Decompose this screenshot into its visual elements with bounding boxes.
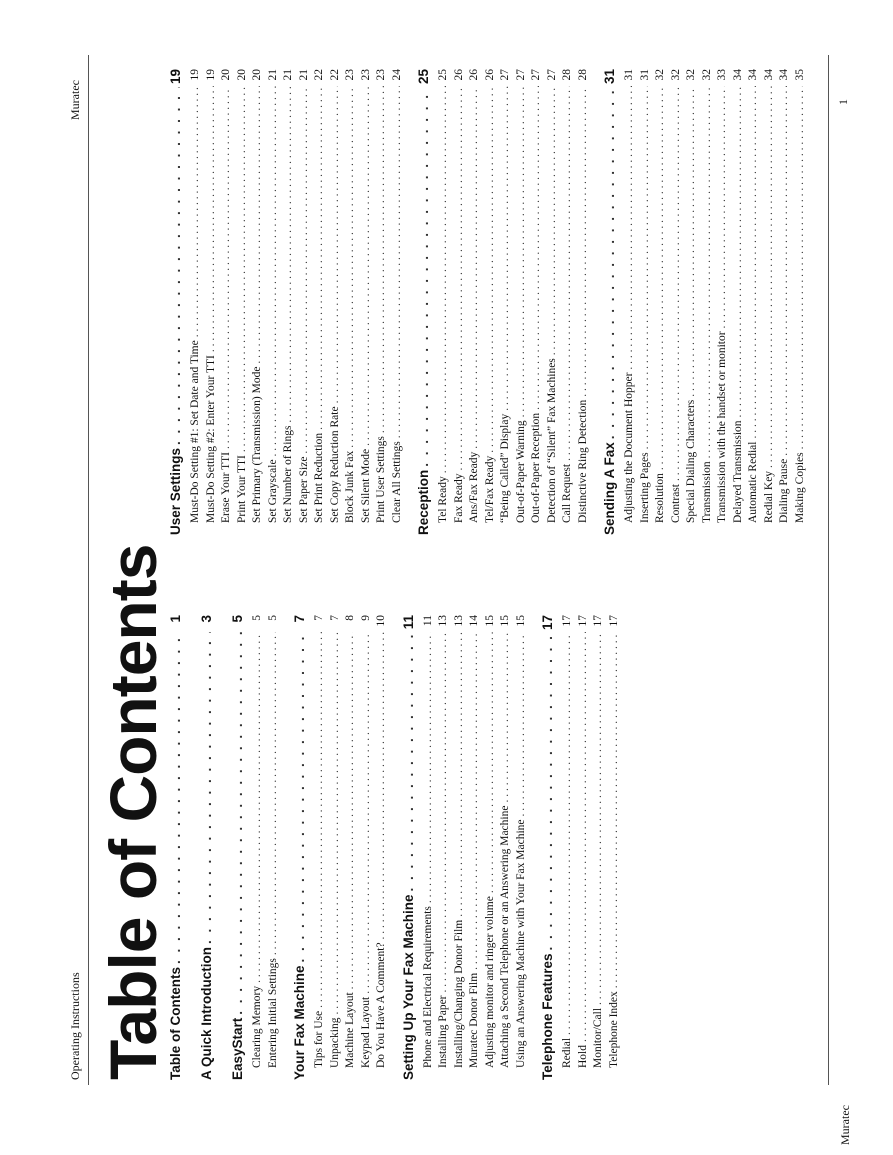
toc-item-title: Delayed Transmission	[731, 420, 744, 523]
running-header-right: Muratec	[68, 80, 82, 120]
toc-item-page: 27	[530, 69, 542, 81]
dot-leader	[499, 86, 511, 411]
dot-leader	[416, 87, 431, 467]
dot-leader	[468, 86, 480, 449]
dot-leader	[732, 86, 744, 417]
toc-item-title: Out-of-Paper Reception	[530, 412, 542, 523]
toc-section-entry[interactable]	[199, 615, 220, 1080]
toc-section-title: Telephone Features	[540, 953, 555, 1080]
toc-item-page: 34	[731, 69, 744, 81]
dot-leader	[701, 86, 713, 458]
toc-section	[416, 69, 592, 535]
toc-item-page: 35	[793, 69, 806, 81]
toc-item[interactable]	[701, 69, 717, 535]
toc-item-title: Clear All Settings	[390, 441, 403, 523]
toc-item-title: Must-Do Setting #1: Set Date and Time	[189, 340, 201, 523]
toc-item[interactable]	[484, 69, 500, 535]
toc-item-title: Attaching a Second Telephone or an Answering Machine	[499, 805, 511, 1068]
dot-leader	[592, 632, 604, 1005]
toc-item-page: 26	[452, 69, 465, 81]
toc-item[interactable]	[251, 615, 267, 1080]
toc-section-title: EasyStart	[230, 1017, 245, 1080]
dot-leader	[360, 86, 372, 446]
toc-item-page: 34	[747, 69, 759, 81]
toc-item-page: 11	[421, 615, 434, 627]
toc-section	[401, 615, 531, 1080]
toc-section-page: 1	[168, 615, 183, 623]
toc-section-title: A Quick Introduction	[199, 947, 214, 1080]
toc-section-title: Sending A Fax	[602, 442, 617, 535]
toc-item[interactable]	[313, 615, 329, 1080]
dot-leader	[577, 632, 589, 1042]
dot-leader	[437, 632, 449, 993]
toc-item-title: Detection of “Silent” Fax Machines	[545, 358, 558, 523]
toc-item-page: 28	[576, 69, 589, 81]
dot-leader	[530, 86, 542, 410]
toc-section	[168, 615, 189, 1080]
dot-leader	[639, 86, 651, 449]
toc-item-title: Installing Paper	[437, 995, 449, 1068]
toc-item-title: Set Paper Size	[297, 456, 310, 523]
toc-item-title: Inserting Pages	[638, 452, 651, 523]
toc-section	[292, 615, 391, 1080]
toc-item[interactable]	[468, 615, 484, 1080]
dot-leader	[220, 86, 232, 449]
dot-leader	[561, 632, 573, 1035]
dot-leader	[422, 632, 434, 903]
toc-section-page: 19	[168, 69, 183, 85]
toc-item-page: 17	[592, 615, 604, 627]
toc-item-page: 33	[716, 69, 728, 81]
toc-item-title: Adjusting monitor and ringer volume	[483, 896, 496, 1068]
toc-section-entry[interactable]	[292, 615, 313, 1080]
toc-section-page: 17	[540, 615, 555, 631]
dot-leader	[401, 632, 416, 891]
toc-item[interactable]	[685, 69, 701, 535]
dot-leader	[716, 86, 728, 328]
toc-item[interactable]	[670, 69, 686, 535]
toc-item-page: 27	[514, 69, 527, 81]
toc-item-title: Redial	[561, 1037, 573, 1068]
toc-item[interactable]	[592, 615, 608, 1080]
toc-item[interactable]	[561, 615, 577, 1080]
toc-section	[168, 69, 406, 535]
toc-item-title: Dialing Pause	[778, 458, 790, 523]
toc-section-entry[interactable]	[416, 69, 437, 535]
toc-section-title: User Settings	[168, 447, 183, 535]
toc-item[interactable]	[468, 69, 484, 535]
dot-leader	[292, 632, 307, 962]
toc-item[interactable]	[189, 69, 205, 535]
dot-leader	[515, 86, 527, 417]
toc-item[interactable]	[732, 69, 748, 535]
toc-section-page: 3	[199, 615, 214, 623]
toc-item-title: Contrast	[669, 484, 682, 523]
toc-item-page: 17	[607, 615, 620, 627]
toc-item-title: Set Primary (Transmission) Mode	[251, 366, 263, 523]
dot-leader	[561, 86, 573, 461]
toc-item[interactable]	[437, 69, 453, 535]
dot-leader	[623, 86, 635, 370]
toc-item-title: Automatic Redial	[747, 441, 759, 523]
toc-item-title: Ans/Fax Ready	[468, 451, 480, 523]
toc-item[interactable]	[453, 615, 469, 1080]
toc-item-page: 26	[468, 69, 480, 81]
toc-item-page: 22	[313, 69, 325, 81]
toc-item[interactable]	[608, 615, 624, 1080]
toc-item[interactable]	[484, 615, 500, 1080]
dot-leader	[499, 632, 511, 803]
toc-item-title: Hold	[576, 1045, 589, 1068]
toc-item[interactable]	[546, 69, 562, 535]
toc-item-page: 19	[189, 69, 201, 81]
dot-leader	[577, 86, 589, 397]
dot-leader	[484, 632, 496, 893]
toc-item-page: 32	[654, 69, 666, 81]
dot-leader	[747, 86, 759, 439]
toc-item-title: Redial Key	[762, 470, 775, 523]
toc-item[interactable]	[515, 615, 531, 1080]
toc-item-page: 27	[499, 69, 511, 81]
toc-item-page: 23	[344, 69, 356, 81]
toc-item[interactable]	[267, 69, 283, 535]
toc-item-page: 24	[390, 69, 403, 81]
toc-section	[199, 615, 220, 1080]
toc-item[interactable]	[623, 69, 639, 535]
toc-item-title: Phone and Electrical Requirements	[421, 906, 434, 1068]
toc-item-page: 34	[762, 69, 775, 81]
dot-leader	[437, 86, 449, 473]
footer-rule	[828, 55, 829, 1085]
dot-leader	[685, 86, 697, 397]
dot-leader	[267, 86, 279, 456]
toc-item[interactable]	[515, 69, 531, 535]
toc-item-title: Telephone Index	[607, 991, 620, 1068]
toc-item[interactable]	[778, 69, 794, 535]
toc-item-page: 15	[514, 615, 527, 627]
toc-item-page: 5	[251, 615, 263, 621]
toc-item[interactable]	[561, 69, 577, 535]
toc-item-title: Erase Your TTI	[220, 451, 232, 523]
toc-item-title: Using an Answering Machine with Your Fax Machine	[514, 819, 527, 1068]
toc-item-title: Tel/Fax Ready	[483, 455, 496, 523]
toc-item-title: Fax Ready	[452, 473, 465, 523]
toc-item[interactable]	[437, 615, 453, 1080]
dot-leader	[205, 86, 217, 352]
toc-item[interactable]	[422, 615, 438, 1080]
toc-item-title: Transmission with the handset or monitor	[716, 331, 728, 523]
dot-leader	[608, 632, 620, 988]
toc-item-title: Transmission	[700, 461, 713, 523]
toc-item[interactable]	[329, 615, 345, 1080]
dot-leader	[540, 633, 555, 950]
toc-item-title: Resolution	[654, 473, 666, 523]
dot-leader	[251, 632, 263, 983]
dot-leader	[794, 86, 806, 449]
toc-section-entry[interactable]	[401, 615, 422, 1080]
toc-item[interactable]	[639, 69, 655, 535]
dot-leader	[251, 86, 263, 364]
toc-item-page: 10	[375, 615, 387, 627]
dot-leader	[313, 632, 325, 1008]
toc-item[interactable]	[344, 69, 360, 535]
toc-item-title: Machine Layout	[344, 992, 356, 1068]
toc-item-title: “Being Called” Display	[499, 413, 511, 523]
toc-item[interactable]	[794, 69, 810, 535]
dot-leader	[282, 86, 294, 423]
toc-section-page: 5	[230, 615, 245, 623]
dot-leader	[453, 86, 465, 470]
toc-item-title: Do You Have A Comment?	[375, 942, 387, 1068]
toc-item[interactable]	[763, 69, 779, 535]
toc-item-title: Adjusting the Document Hopper	[623, 372, 635, 523]
toc-item-title: Keypad Layout	[359, 996, 372, 1068]
toc-item-page: 9	[359, 615, 372, 621]
toc-right-column	[168, 69, 819, 535]
toc-item-page: 17	[576, 615, 589, 627]
dot-leader	[168, 632, 183, 964]
dot-leader	[168, 87, 183, 445]
toc-item-page: 27	[545, 69, 558, 81]
toc-item-page: 14	[468, 615, 480, 627]
toc-item-page: 20	[251, 69, 263, 81]
toc-item-page: 23	[359, 69, 372, 81]
toc-item[interactable]	[375, 615, 391, 1080]
toc-section-title: Setting Up Your Fax Machine	[400, 894, 416, 1080]
toc-item[interactable]	[267, 615, 283, 1080]
toc-item[interactable]	[313, 69, 329, 535]
toc-section-title: Your Fax Machine	[292, 965, 307, 1080]
toc-item-title: Must-Do Setting #2: Enter Your TTI	[204, 355, 217, 523]
dot-leader	[199, 632, 214, 944]
toc-item-page: 15	[499, 615, 511, 627]
toc-item-title: Tel Ready	[437, 476, 449, 523]
toc-item-title: Print Your TTI	[235, 455, 248, 523]
toc-item-page: 32	[700, 69, 713, 81]
toc-item-title: Distinctive Ring Detection	[576, 399, 589, 523]
toc-item[interactable]	[716, 69, 732, 535]
toc-item-page: 32	[685, 69, 697, 81]
toc-item[interactable]	[747, 69, 763, 535]
toc-item[interactable]	[577, 69, 593, 535]
toc-item[interactable]	[251, 69, 267, 535]
toc-item[interactable]	[499, 615, 515, 1080]
toc-section-entry[interactable]	[168, 615, 189, 1080]
dot-leader	[230, 632, 245, 1015]
toc-item-page: 20	[235, 69, 248, 81]
dot-leader	[344, 86, 356, 448]
toc-item-page: 7	[328, 615, 341, 621]
toc-item-page: 8	[344, 615, 356, 621]
toc-item[interactable]	[360, 615, 376, 1080]
toc-item[interactable]	[360, 69, 376, 535]
dot-leader	[468, 632, 480, 970]
page-title: Table of Contents	[96, 544, 170, 1080]
toc-item-page: 21	[297, 69, 310, 81]
toc-item[interactable]	[344, 615, 360, 1080]
dot-leader	[654, 86, 666, 470]
toc-item-page: 13	[437, 615, 449, 627]
toc-item-page: 17	[561, 615, 573, 627]
dot-leader	[360, 632, 372, 994]
toc-item[interactable]	[298, 69, 314, 535]
dot-leader	[329, 632, 341, 1015]
toc-section-title: Table of Contents	[168, 967, 183, 1080]
toc-item[interactable]	[391, 69, 407, 535]
toc-item-page: 7	[313, 615, 325, 621]
toc-item-title: Making Copies	[793, 452, 806, 523]
toc-section	[602, 69, 809, 535]
toc-item-page: 31	[638, 69, 651, 81]
toc-item-page: 28	[561, 69, 573, 81]
toc-item-title: Set Print Reduction	[313, 432, 325, 523]
toc-item-page: 32	[669, 69, 682, 81]
dot-leader	[391, 86, 403, 438]
toc-item-title: Clearing Memory	[251, 985, 263, 1068]
toc-item-title: Installing/Changing Donor Film	[452, 919, 465, 1068]
toc-section-page: 7	[292, 615, 307, 623]
dot-leader	[763, 86, 775, 468]
toc-section	[540, 615, 623, 1080]
toc-section	[230, 615, 282, 1080]
toc-item-page: 5	[266, 615, 279, 621]
toc-item-title: Set Grayscale	[266, 459, 279, 523]
toc-item-page: 22	[328, 69, 341, 81]
page-number: 1	[836, 99, 850, 105]
dot-leader	[453, 632, 465, 917]
toc-item[interactable]	[453, 69, 469, 535]
toc-item-page: 21	[266, 69, 279, 81]
toc-section-page: 11	[400, 615, 416, 630]
toc-item-title: Set Copy Reduction Rate	[328, 406, 341, 523]
header-rule	[88, 55, 89, 1085]
dot-leader	[329, 86, 341, 403]
toc-item[interactable]	[236, 69, 252, 535]
toc-item[interactable]	[220, 69, 236, 535]
toc-left-column	[168, 615, 633, 1080]
toc-section-title: Reception	[416, 469, 431, 535]
running-footer-left: Muratec	[838, 1105, 852, 1145]
toc-item-title: Set Silent Mode	[359, 448, 372, 523]
toc-item-page: 34	[778, 69, 790, 81]
toc-item-title: Call Request	[561, 463, 573, 523]
toc-section-entry[interactable]	[230, 615, 251, 1080]
toc-item-title: Print User Settings	[375, 436, 387, 523]
toc-item-page: 23	[375, 69, 387, 81]
dot-leader	[515, 632, 527, 816]
toc-section-page: 25	[416, 69, 431, 85]
toc-item[interactable]	[530, 69, 546, 535]
toc-item[interactable]	[329, 69, 345, 535]
toc-item-page: 15	[483, 615, 496, 627]
toc-item[interactable]	[375, 69, 391, 535]
dot-leader	[189, 86, 201, 337]
toc-item-page: 25	[437, 69, 449, 81]
running-header-left: Operating Instructions	[68, 972, 82, 1080]
toc-item-title: Muratec Donor Film	[468, 972, 480, 1068]
toc-item[interactable]	[205, 69, 221, 535]
toc-item-page: 13	[452, 615, 465, 627]
toc-section-entry[interactable]	[168, 69, 189, 535]
toc-item-title: Special Dialing Characters	[685, 399, 697, 523]
toc-item-title: Block Junk Fax	[344, 450, 356, 523]
toc-item[interactable]	[654, 69, 670, 535]
toc-section-entry[interactable]	[540, 615, 561, 1080]
dot-leader	[344, 632, 356, 989]
toc-item-page: 20	[220, 69, 232, 81]
dot-leader	[375, 86, 387, 433]
dot-leader	[670, 86, 682, 481]
toc-item-page: 19	[204, 69, 217, 81]
toc-item-title: Set Number of Rings	[282, 425, 294, 523]
dot-leader	[546, 86, 558, 355]
toc-item-title: Entering Initial Settings	[266, 958, 279, 1068]
dot-leader	[778, 86, 790, 456]
toc-item[interactable]	[577, 615, 593, 1080]
toc-item-title: Out-of-Paper Warning	[514, 420, 527, 523]
toc-section-entry[interactable]	[602, 69, 623, 535]
toc-item[interactable]	[282, 69, 298, 535]
toc-item[interactable]	[499, 69, 515, 535]
toc-item-page: 26	[483, 69, 496, 81]
dot-leader	[375, 632, 387, 939]
toc-item-title: Tips for Use	[313, 1010, 325, 1068]
toc-item-page: 31	[623, 69, 635, 81]
dot-leader	[313, 86, 325, 430]
toc-section-page: 31	[602, 69, 617, 85]
dot-leader	[602, 87, 617, 439]
toc-item-title: Monitor/Call	[592, 1007, 604, 1068]
dot-leader	[298, 86, 310, 454]
dot-leader	[267, 632, 279, 955]
dot-leader	[236, 86, 248, 452]
toc-item-title: Unpacking	[328, 1017, 341, 1068]
toc-item-page: 21	[282, 69, 294, 81]
dot-leader	[484, 86, 496, 453]
